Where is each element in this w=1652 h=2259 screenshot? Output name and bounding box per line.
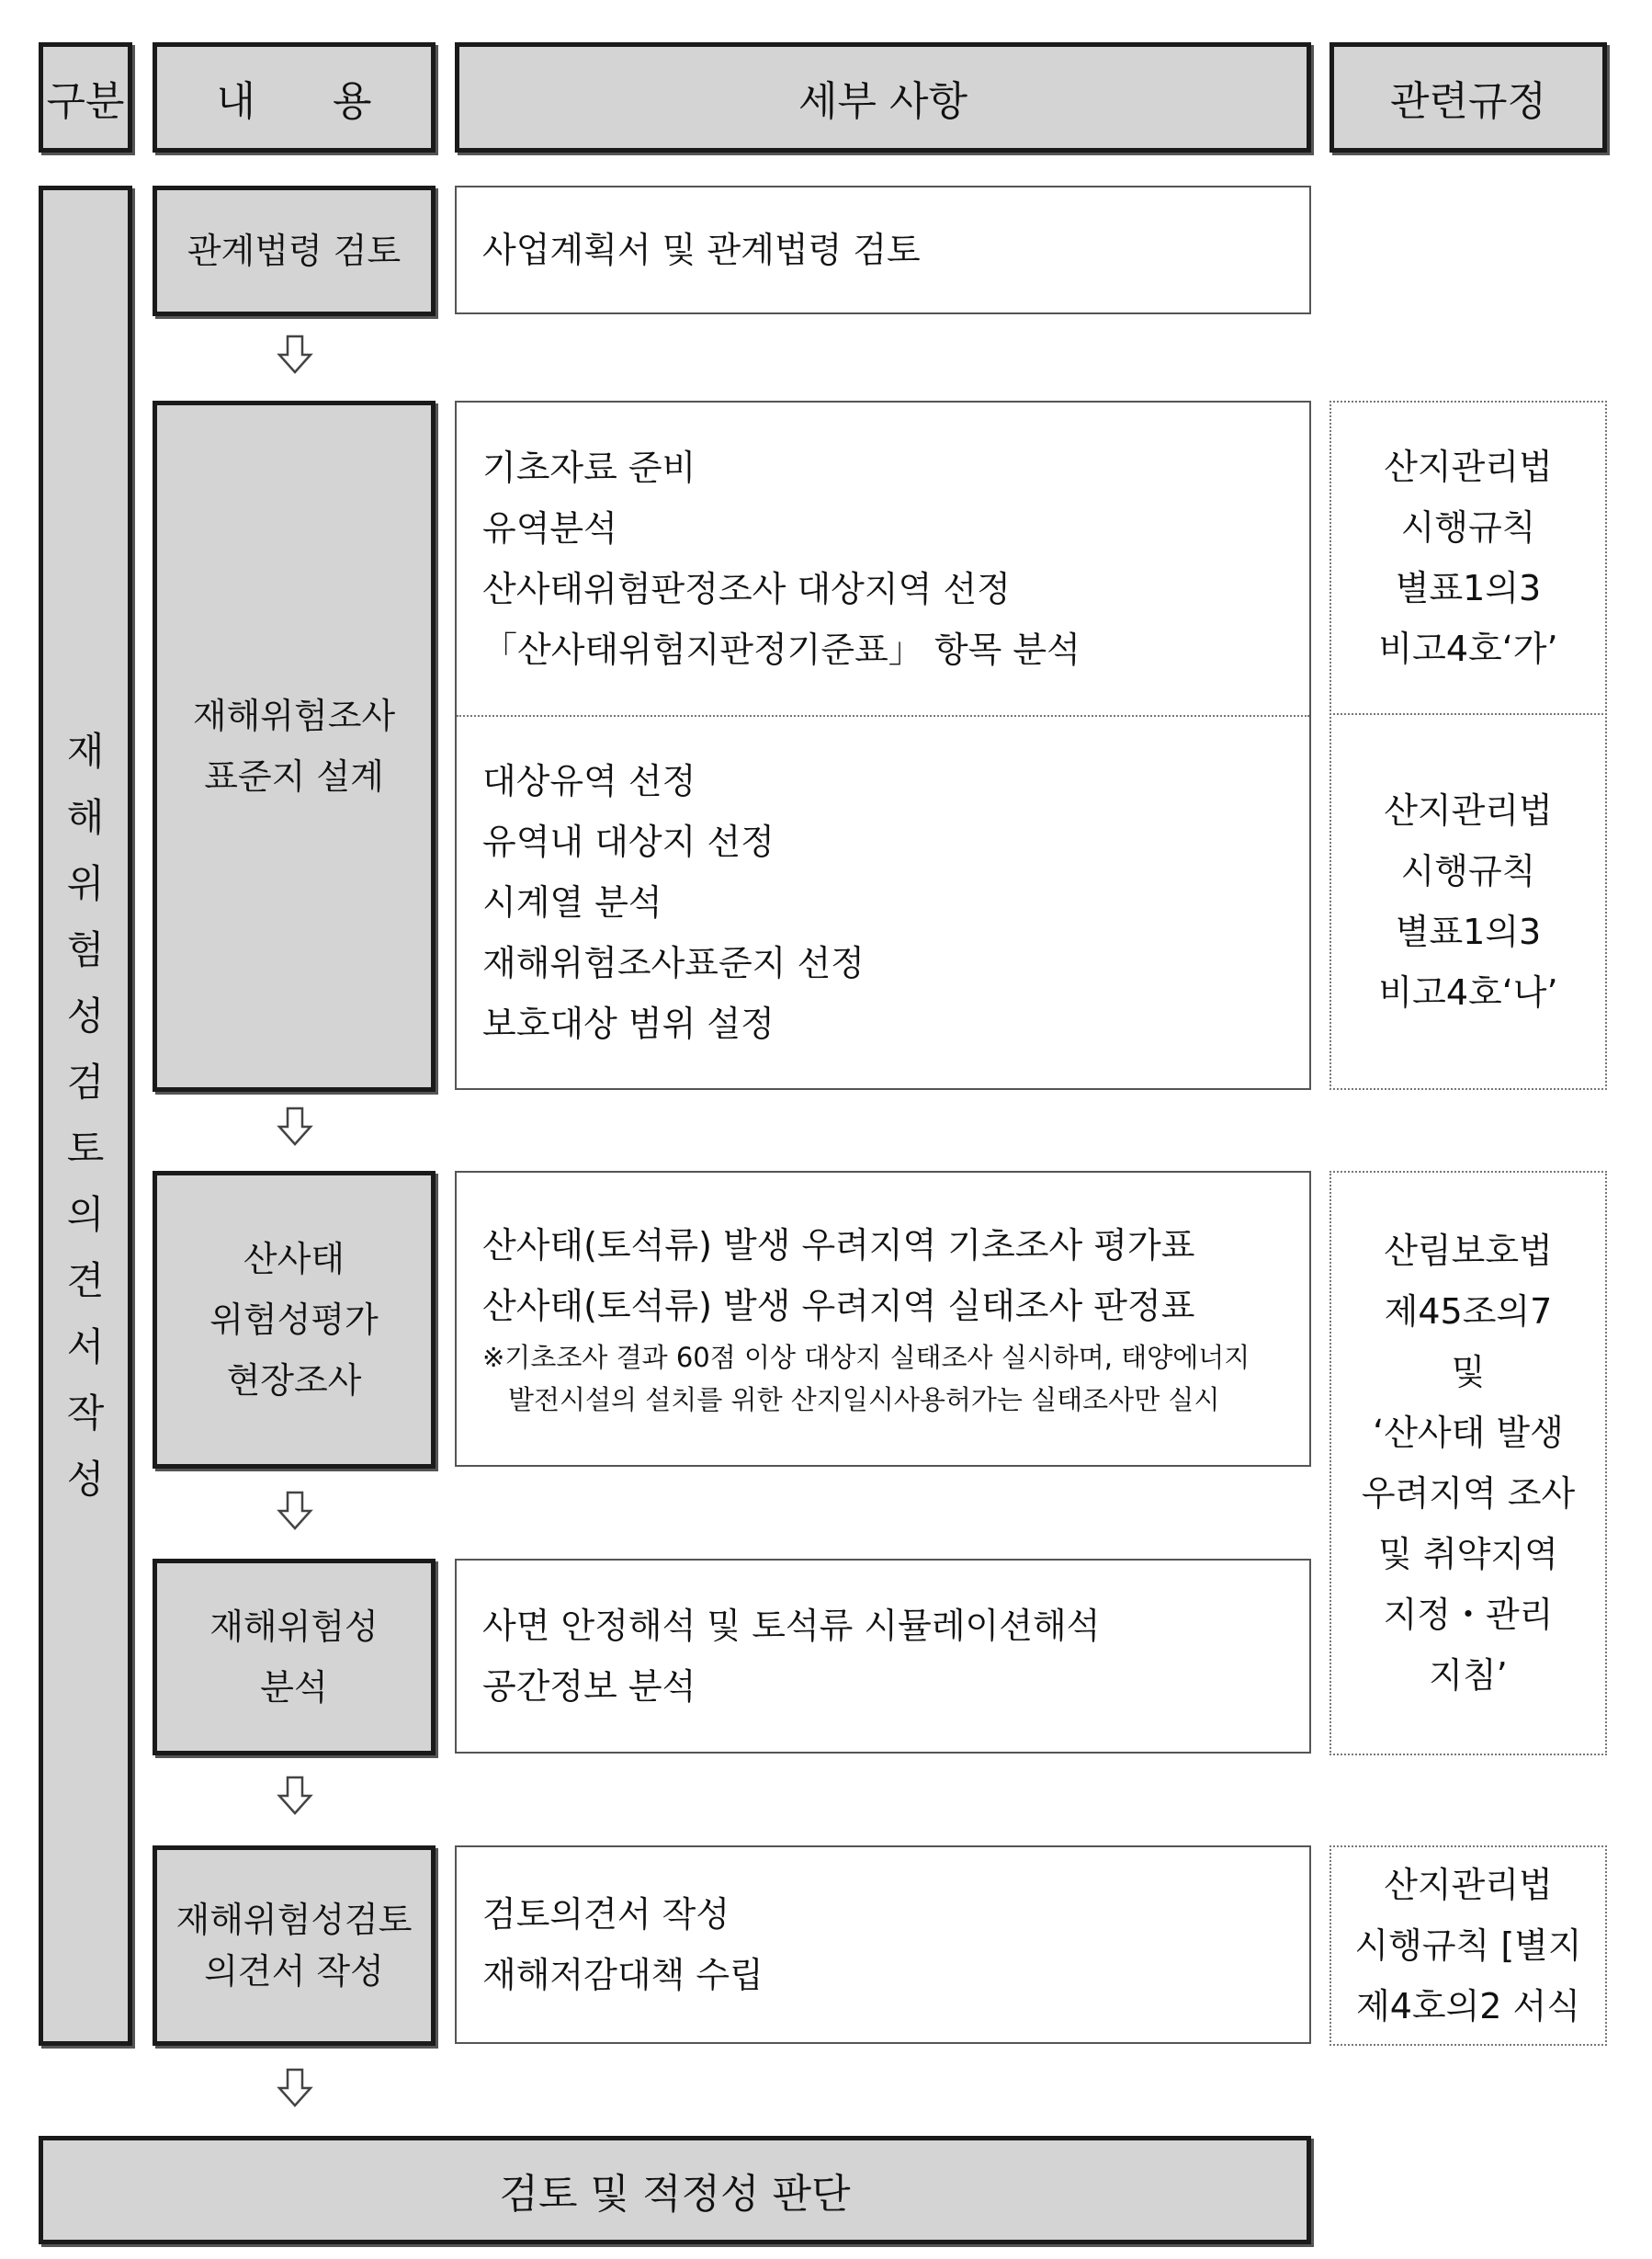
down-arrow-icon	[277, 1107, 313, 1147]
header-content: 내 용	[153, 42, 436, 153]
step-standard-site-design-details	[455, 401, 1311, 1090]
step-law-review: 관계법령 검토	[153, 186, 436, 316]
step-field-survey: 산사태 위험성평가 현장조사	[153, 1171, 436, 1469]
regulation-d: 산지관리법 시행규칙 [별지 제4호의2 서식	[1330, 1845, 1607, 2046]
category-column	[39, 186, 132, 2046]
down-arrow-icon	[277, 2068, 313, 2108]
category-label: 재해위험성검토의견서작성	[66, 729, 105, 1502]
details-group-a: 기초자료 준비 유역분석 산사태위험판정조사 대상지역 선정 「산사태위험지판정기준표」 항목 분석	[482, 448, 1081, 670]
step-law-review-details: 사업계획서 및 관계법령 검토	[455, 186, 1311, 314]
down-arrow-icon	[277, 1776, 313, 1816]
details-group-b: 대상유역 선정 유역내 대상지 선정 시계열 분석 재해위험조사표준지 선정 보호대상 범위 설정	[482, 761, 865, 1044]
step-risk-analysis-details: 사면 안정해석 및 토석류 시뮬레이션해석 공간정보 분석	[455, 1559, 1311, 1754]
regulation-b: 산지관리법 시행규칙 별표1의3 비고4호‘나’	[1330, 713, 1607, 1090]
step-opinion-writing: 재해위험성검토 의견서 작성	[153, 1845, 436, 2046]
regulation-a: 산지관리법 시행규칙 별표1의3 비고4호‘가’	[1330, 401, 1607, 715]
down-arrow-icon	[277, 335, 313, 375]
header-regulation: 관련규정	[1330, 42, 1607, 153]
header-details: 세부 사항	[455, 42, 1311, 153]
header-category: 구분	[39, 42, 132, 153]
final-judgment: 검토 및 적정성 판단	[39, 2136, 1311, 2244]
step-opinion-writing-details: 검토의견서 작성 재해저감대책 수립	[455, 1845, 1311, 2044]
regulation-c: 산림보호법 제45조의7 및 ‘산사태 발생 우려지역 조사 및 취약지역 지정・관리 지침’	[1330, 1171, 1607, 1755]
down-arrow-icon	[277, 1491, 313, 1531]
step-standard-site-design: 재해위험조사 표준지 설계	[153, 401, 436, 1092]
step-field-survey-details: 산사태(토석류) 발생 우려지역 기초조사 평가표 산사태(토석류) 발생 우려지역 실태조사 판정표 ※기초조사 결과 60점 이상 대상지 실태조사 실시하며, 태양에너지 발전시설의 설치를 위한 산지일시사용허가는 실태조사만 실시	[455, 1171, 1311, 1467]
step-risk-analysis: 재해위험성 분석	[153, 1559, 436, 1755]
